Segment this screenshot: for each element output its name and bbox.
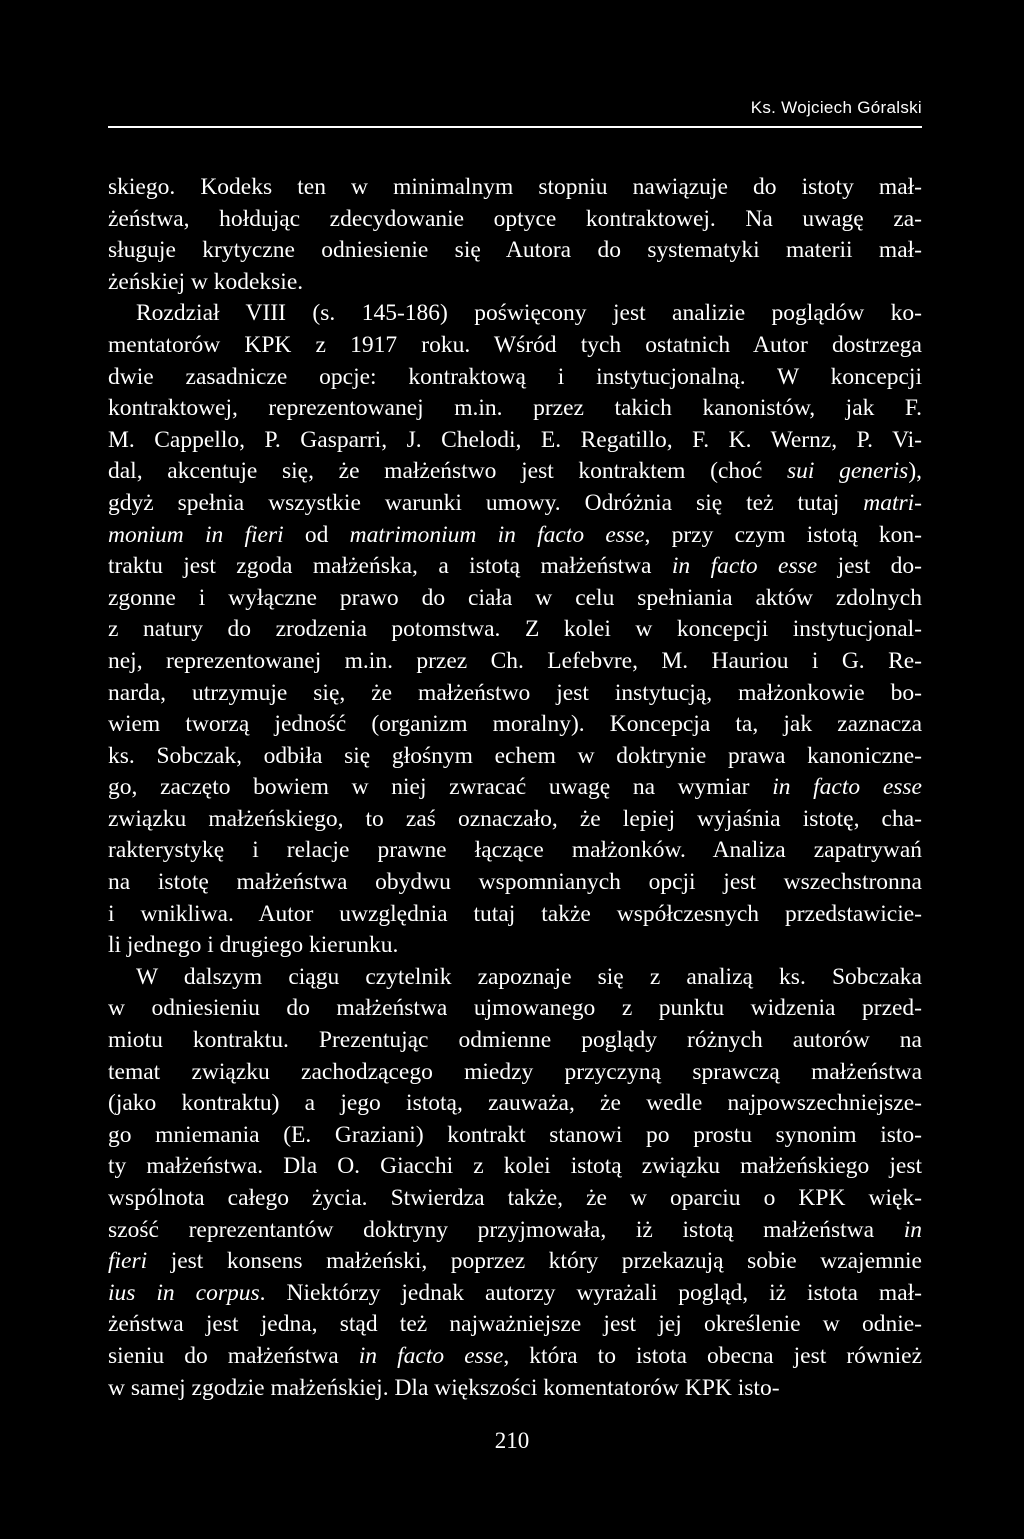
text-line: ius in corpus. Niektórzy jednak autorzy wyrażali pogląd, iż istota mał- xyxy=(108,1279,922,1306)
text-line: ks. Sobczak, odbiła się głośnym echem w doktrynie prawa kanoniczne- xyxy=(108,742,922,769)
text-line: fieri jest konsens małżeński, poprzez który przekazują sobie wzajemnie xyxy=(108,1248,922,1275)
text-line: (jako kontraktu) a jego istotą, zauważa, że wedle najpowszechniejsze- xyxy=(108,1090,922,1117)
body-text xyxy=(108,172,922,1404)
text-line: nej, reprezentowanej m.in. przez Ch. Lefebvre, M. Hauriou i G. Re- xyxy=(108,647,922,674)
text-line: temat związku zachodzącego miedzy przyczyną sprawczą małżeństwa xyxy=(108,1058,922,1085)
page-number: 210 xyxy=(494,1428,530,1453)
text-line: zgonne i wyłączne prawo do ciała w celu spełniania aktów zdolnych xyxy=(108,584,922,611)
text-line: szość reprezentantów doktryny przyjmowała, iż istotą małżeństwa in xyxy=(108,1216,922,1243)
text-line: go, zaczęto bowiem w niej zwracać uwagę na wymiar in facto esse xyxy=(108,774,922,801)
text-line: miotu kontraktu. Prezentując odmienne poglądy różnych autorów na xyxy=(108,1027,922,1054)
text-line: mentatorów KPK z 1917 roku. Wśród tych ostatnich Autor dostrzega xyxy=(108,331,922,358)
text-line: dal, akcentuje się, że małżeństwo jest kontraktem (choć sui generis), xyxy=(108,458,923,485)
text-line: M. Cappello, P. Gasparri, J. Chelodi, E. Regatillo, F. K. Wernz, P. Vi- xyxy=(108,426,922,453)
text-line: żeństwa jest jedna, stąd też najważniejsze jest jej określenie w odnie- xyxy=(108,1311,922,1338)
text-line: narda, utrzymuje się, że małżeństwo jest instytucją, małżonkowie bo- xyxy=(108,679,922,706)
text-line: z natury do zrodzenia potomstwa. Z kolei w koncepcji instytucjonal- xyxy=(108,616,922,643)
text-line: skiego. Kodeks ten w minimalnym stopniu nawiązuje do istoty mał- xyxy=(108,174,922,200)
text-line: wiem tworzą jedność (organizm moralny). Koncepcja ta, jak zaznacza xyxy=(108,711,922,738)
text-line: li jednego i drugiego kierunku. xyxy=(108,932,399,959)
text-line: go mniemania (E. Graziani) kontrakt stanowi po prostu synonim isto- xyxy=(108,1121,922,1148)
text-line: W dalszym ciągu czytelnik zapoznaje się z analizą ks. Sobczaka xyxy=(136,963,922,990)
text-line: traktu jest zgoda małżeńska, a istotą małżeństwa in facto esse jest do- xyxy=(108,553,922,580)
header-author: Ks. Wojciech Góralski xyxy=(750,98,922,117)
text-line: na istotę małżeństwa obydwu wspomnianych opcji jest wszechstronna xyxy=(108,869,922,896)
running-header xyxy=(108,96,922,128)
text-line: dwie zasadnicze opcje: kontraktową i instytucjonalną. W koncepcji xyxy=(108,363,922,390)
text-line: żeńskiej w kodeksie. xyxy=(108,268,304,295)
text-line: monium in fieri od matrimonium in facto esse, przy czym istotą kon- xyxy=(108,521,922,548)
text-line: sieniu do małżeństwa in facto esse, która to istota obecna jest również xyxy=(108,1342,923,1369)
text-line: sługuje krytyczne odniesienie się Autora do systematyki materii mał- xyxy=(108,237,922,264)
text-line: kontraktowej, reprezentowanej m.in. przez takich kanonistów, jak F. xyxy=(108,395,922,422)
text-line: wspólnota całego życia. Stwierdza także, że w oparciu o KPK więk- xyxy=(108,1185,922,1211)
text-line: związku małżeńskiego, to zaś oznaczało, że lepiej wyjaśnia istotę, cha- xyxy=(108,805,922,832)
text-line: gdyż spełnia wszystkie warunki umowy. Odróżnia się też tutaj matri- xyxy=(108,489,922,516)
text-line: w odniesieniu do małżeństwa ujmowanego z punktu widzenia przed- xyxy=(108,995,922,1022)
text-line: ty małżeństwa. Dla O. Giacchi z kolei istotą związku małżeńskiego jest xyxy=(108,1153,922,1180)
text-line: w samej zgodzie małżeńskiej. Dla większości komentatorów KPK isto- xyxy=(108,1374,780,1401)
text-line: żeństwa, hołdując zdecydowanie optyce kontraktowej. Na uwagę za- xyxy=(108,205,922,232)
text-line: rakterystykę i relacje prawne łączące małżonków. Analiza zapatrywań xyxy=(108,837,922,864)
text-line: i wnikliwa. Autor uwzględnia tutaj także współczesnych przedstawicie- xyxy=(108,900,922,927)
text-line: Rozdział VIII (s. 145-186) poświęcony jest analizie poglądów ko- xyxy=(136,300,922,327)
